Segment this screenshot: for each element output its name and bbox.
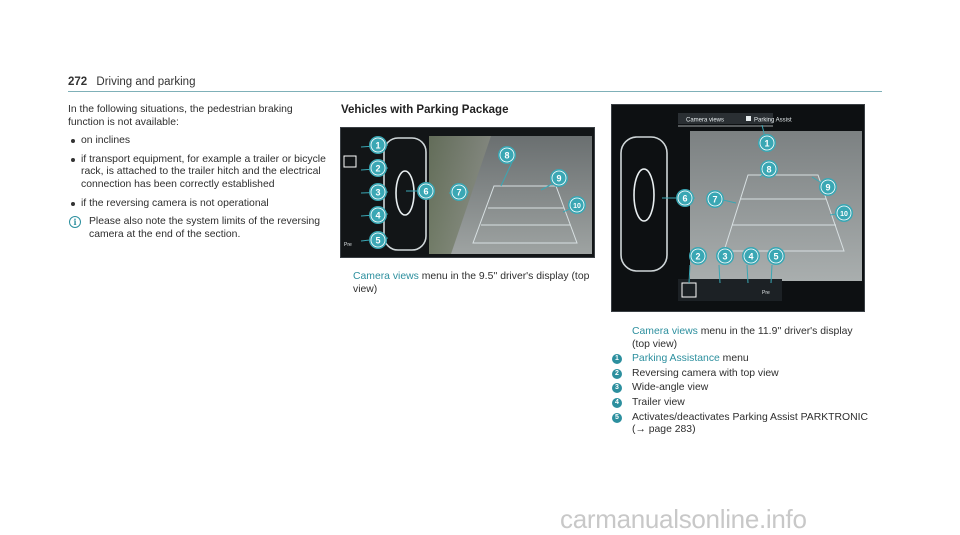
svg-text:9: 9 — [825, 182, 831, 193]
camera-views-link-2[interactable]: Camera views — [632, 326, 698, 337]
parking-assistance-link[interactable]: Parking Assistance — [632, 353, 720, 365]
bullet-icon — [71, 139, 75, 143]
svg-text:5: 5 — [375, 235, 381, 246]
conditions-list — [68, 135, 326, 210]
svg-text:9: 9 — [556, 173, 562, 184]
tab-camera-views: Camera views — [686, 117, 725, 124]
section-title: Driving and parking — [96, 76, 196, 88]
svg-text:7: 7 — [456, 187, 462, 198]
watermark: carmanualsonline.info — [560, 504, 807, 534]
list-item: 2 Reversing camera with top view — [611, 368, 871, 381]
section-heading: Vehicles with Parking Package — [341, 104, 509, 116]
list-item: 4 Trailer view — [611, 397, 871, 410]
page-header — [68, 76, 195, 88]
info-note — [68, 216, 326, 241]
list-item: 1 Parking Assistance menu — [611, 353, 871, 366]
svg-text:10: 10 — [573, 203, 581, 210]
info-icon: i — [69, 216, 81, 228]
pre-label: Pre — [344, 242, 352, 248]
image-caption-1: Camera views menu in the 9.5'' driver's display (top view) — [353, 271, 590, 295]
svg-text:6: 6 — [682, 193, 688, 204]
image-caption-2: Camera views menu in the 11.9'' driver's display (top view) — [632, 326, 853, 350]
bullet-icon — [71, 202, 75, 206]
svg-text:1: 1 — [764, 138, 770, 149]
list-item: 3 Wide-angle view — [611, 382, 871, 395]
left-column — [68, 104, 326, 241]
svg-text:8: 8 — [766, 164, 772, 175]
camera-view-illustration-large — [612, 105, 864, 311]
svg-text:8: 8 — [504, 150, 510, 161]
list-item: on inclines — [68, 135, 326, 148]
svg-text:6: 6 — [423, 186, 429, 197]
list-item: if the reversing camera is not operational — [68, 198, 326, 211]
callout-badge-icon: 3 — [612, 383, 622, 393]
svg-text:7: 7 — [712, 194, 718, 205]
right-column — [611, 326, 871, 439]
list-item: 5 Activates/deactivates Parking Assist PARKTRONIC (→ page 283) — [611, 412, 871, 437]
middle-column — [341, 104, 596, 116]
page-number: 272 — [68, 76, 88, 88]
callout-badge-icon: 5 — [612, 413, 622, 423]
callout-badge-icon: 1 — [612, 354, 622, 364]
callout-badge-icon: 2 — [612, 369, 622, 379]
callout-legend — [611, 353, 871, 437]
pre-label-large: Pre — [762, 290, 770, 296]
bullet-icon — [71, 158, 75, 162]
svg-text:4: 4 — [375, 210, 381, 221]
camera-views-link[interactable]: Camera views — [353, 271, 419, 282]
note-text: Please also note the system limits of the reversing camera at the end of the section. — [89, 216, 321, 240]
svg-text:1: 1 — [375, 140, 381, 151]
svg-text:5: 5 — [773, 251, 779, 262]
svg-text:10: 10 — [840, 211, 848, 218]
header-divider — [68, 91, 882, 92]
svg-text:2: 2 — [375, 163, 381, 174]
tab-parking-assist: Parking Assist — [754, 117, 792, 124]
camera-view-image-11-9 — [611, 104, 865, 312]
svg-text:3: 3 — [375, 187, 381, 198]
camera-view-image-9-5 — [340, 127, 595, 258]
callout-badge-icon: 4 — [612, 398, 622, 408]
camera-view-illustration — [341, 128, 594, 257]
intro-text: In the following situations, the pedestrian braking function is not available: — [68, 104, 293, 128]
svg-text:3: 3 — [722, 251, 728, 262]
svg-text:4: 4 — [748, 251, 754, 262]
svg-text:2: 2 — [695, 251, 701, 262]
list-item: if transport equipment, for example a trailer or bicycle rack, is attached to the trailer hitch and the electrical connection has been correctly established — [68, 154, 326, 192]
